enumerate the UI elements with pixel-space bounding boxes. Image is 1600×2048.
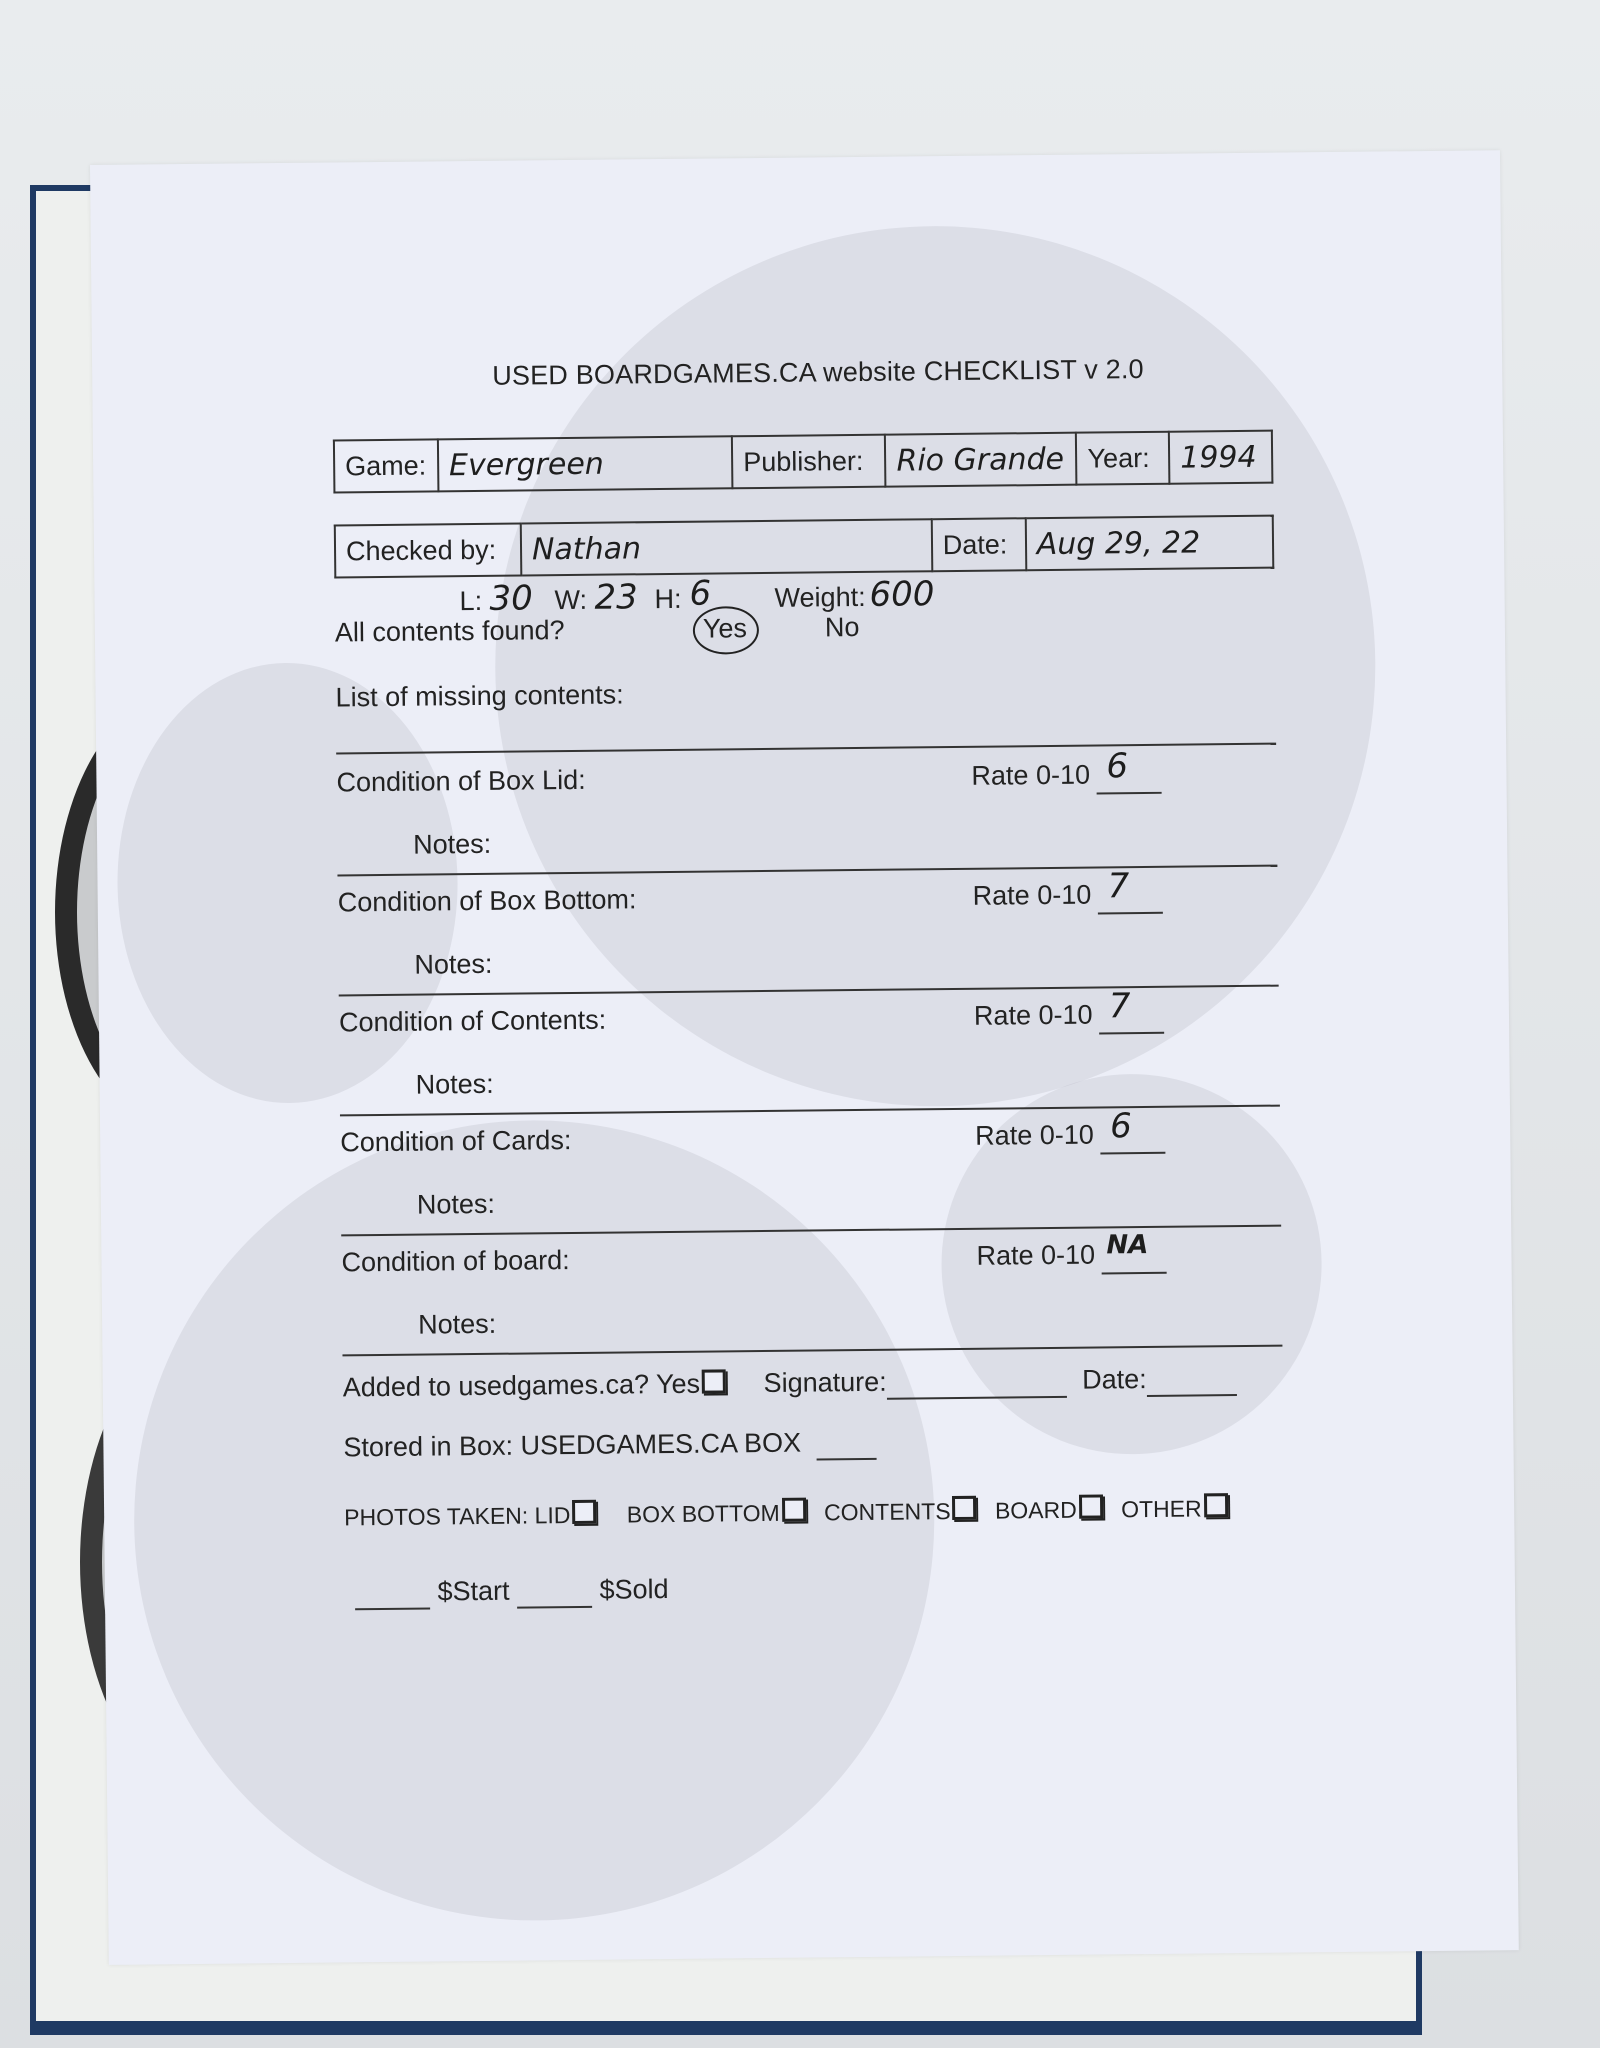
photo-other-checkbox[interactable] <box>1204 1493 1228 1517</box>
price-row <box>355 1574 669 1610</box>
page-title: USED BOARDGAMES.CA website CHECKLIST v 2.0 <box>492 353 1144 391</box>
game-label: Game: <box>334 439 438 492</box>
photo-board-checkbox[interactable] <box>1079 1494 1103 1518</box>
length-value[interactable]: 30 <box>489 578 534 619</box>
condition-label: Condition of Cards: <box>340 1125 572 1158</box>
checked-by-label: Checked by: <box>335 524 521 578</box>
stored-label: Stored in Box: USEDGAMES.CA BOX <box>343 1427 802 1463</box>
start-price-line[interactable] <box>355 1577 430 1611</box>
rate-label: Rate 0-10 <box>976 1239 1096 1271</box>
sold-price-label: $Sold <box>599 1574 669 1605</box>
photo-option-board: BOARD <box>994 1496 1077 1524</box>
all-contents-question: All contents found? <box>334 615 565 648</box>
sold-price-line[interactable] <box>517 1575 592 1609</box>
notes-label: Notes: <box>415 1068 494 1100</box>
game-info-table <box>333 430 1274 494</box>
photo-box-bottom-checkbox[interactable] <box>782 1498 806 1522</box>
rate-label: Rate 0-10 <box>975 1119 1094 1151</box>
rate-label: Rate 0-10 <box>972 879 1092 911</box>
stored-line[interactable] <box>816 1427 876 1461</box>
checked-by-table <box>334 515 1275 579</box>
date-value[interactable]: Aug 29, 22 <box>1025 516 1273 571</box>
condition-label: Condition of Box Bottom: <box>337 884 637 918</box>
watermark-circle <box>491 222 1380 1111</box>
checked-by-value[interactable]: Nathan <box>521 519 932 575</box>
added-question: Added to usedgames.ca? Yes <box>342 1368 701 1403</box>
condition-label: Condition of Box Lid: <box>336 764 586 798</box>
added-date-label: Date: <box>1082 1364 1147 1395</box>
condition-label: Condition of board: <box>341 1245 570 1278</box>
notes-label: Notes: <box>414 948 493 980</box>
photo-option-box-bottom: BOX BOTTOM <box>626 1499 780 1528</box>
photo-lid-checkbox[interactable] <box>572 1500 596 1524</box>
signature-label: Signature: <box>763 1366 887 1399</box>
stored-row <box>343 1427 877 1466</box>
date-label: Date: <box>931 518 1026 571</box>
weight-value[interactable]: 600 <box>869 574 935 615</box>
added-date-line[interactable] <box>1147 1363 1237 1397</box>
rate-value[interactable]: 7 <box>1108 986 1131 1027</box>
rate-label: Rate 0-10 <box>971 759 1091 791</box>
missing-contents-label: List of missing contents: <box>335 679 624 713</box>
signature-line[interactable] <box>887 1365 1067 1400</box>
publisher-label: Publisher: <box>732 435 886 489</box>
photo-contents-checkbox[interactable] <box>952 1496 976 1520</box>
rate-value[interactable]: 6 <box>1106 746 1129 787</box>
width-label: W: <box>554 584 588 616</box>
contents-no-option[interactable]: No <box>824 611 860 643</box>
publisher-value[interactable]: Rio Grande <box>885 433 1077 487</box>
length-label: L: <box>459 585 483 617</box>
rate-value[interactable]: 7 <box>1107 866 1130 907</box>
added-yes-checkbox[interactable] <box>702 1369 726 1393</box>
year-label: Year: <box>1076 432 1169 485</box>
contents-yes-option[interactable]: Yes <box>702 613 748 644</box>
width-value[interactable]: 23 <box>594 577 639 618</box>
checklist-sheet <box>90 150 1519 1965</box>
rate-label: Rate 0-10 <box>973 999 1093 1031</box>
rate-value[interactable]: 6 <box>1109 1106 1132 1147</box>
notes-label: Notes: <box>418 1308 497 1340</box>
photo-option-other: OTHER <box>1121 1495 1202 1523</box>
photo-option-lid: LID <box>534 1502 571 1529</box>
year-value[interactable]: 1994 <box>1169 431 1272 484</box>
start-price-label: $Start <box>437 1575 510 1607</box>
condition-label: Condition of Contents: <box>338 1004 607 1038</box>
notes-label: Notes: <box>412 828 492 860</box>
photos-label: PHOTOS TAKEN: <box>344 1502 529 1531</box>
height-label: H: <box>654 583 682 615</box>
weight-label: Weight: <box>774 581 866 613</box>
game-value[interactable]: Evergreen <box>438 436 733 491</box>
rate-value[interactable]: NA <box>1106 1229 1149 1261</box>
watermark-circle <box>115 661 460 1105</box>
photo-option-contents: CONTENTS <box>823 1498 951 1526</box>
notes-label: Notes: <box>416 1188 496 1220</box>
height-value[interactable]: 6 <box>689 573 712 614</box>
